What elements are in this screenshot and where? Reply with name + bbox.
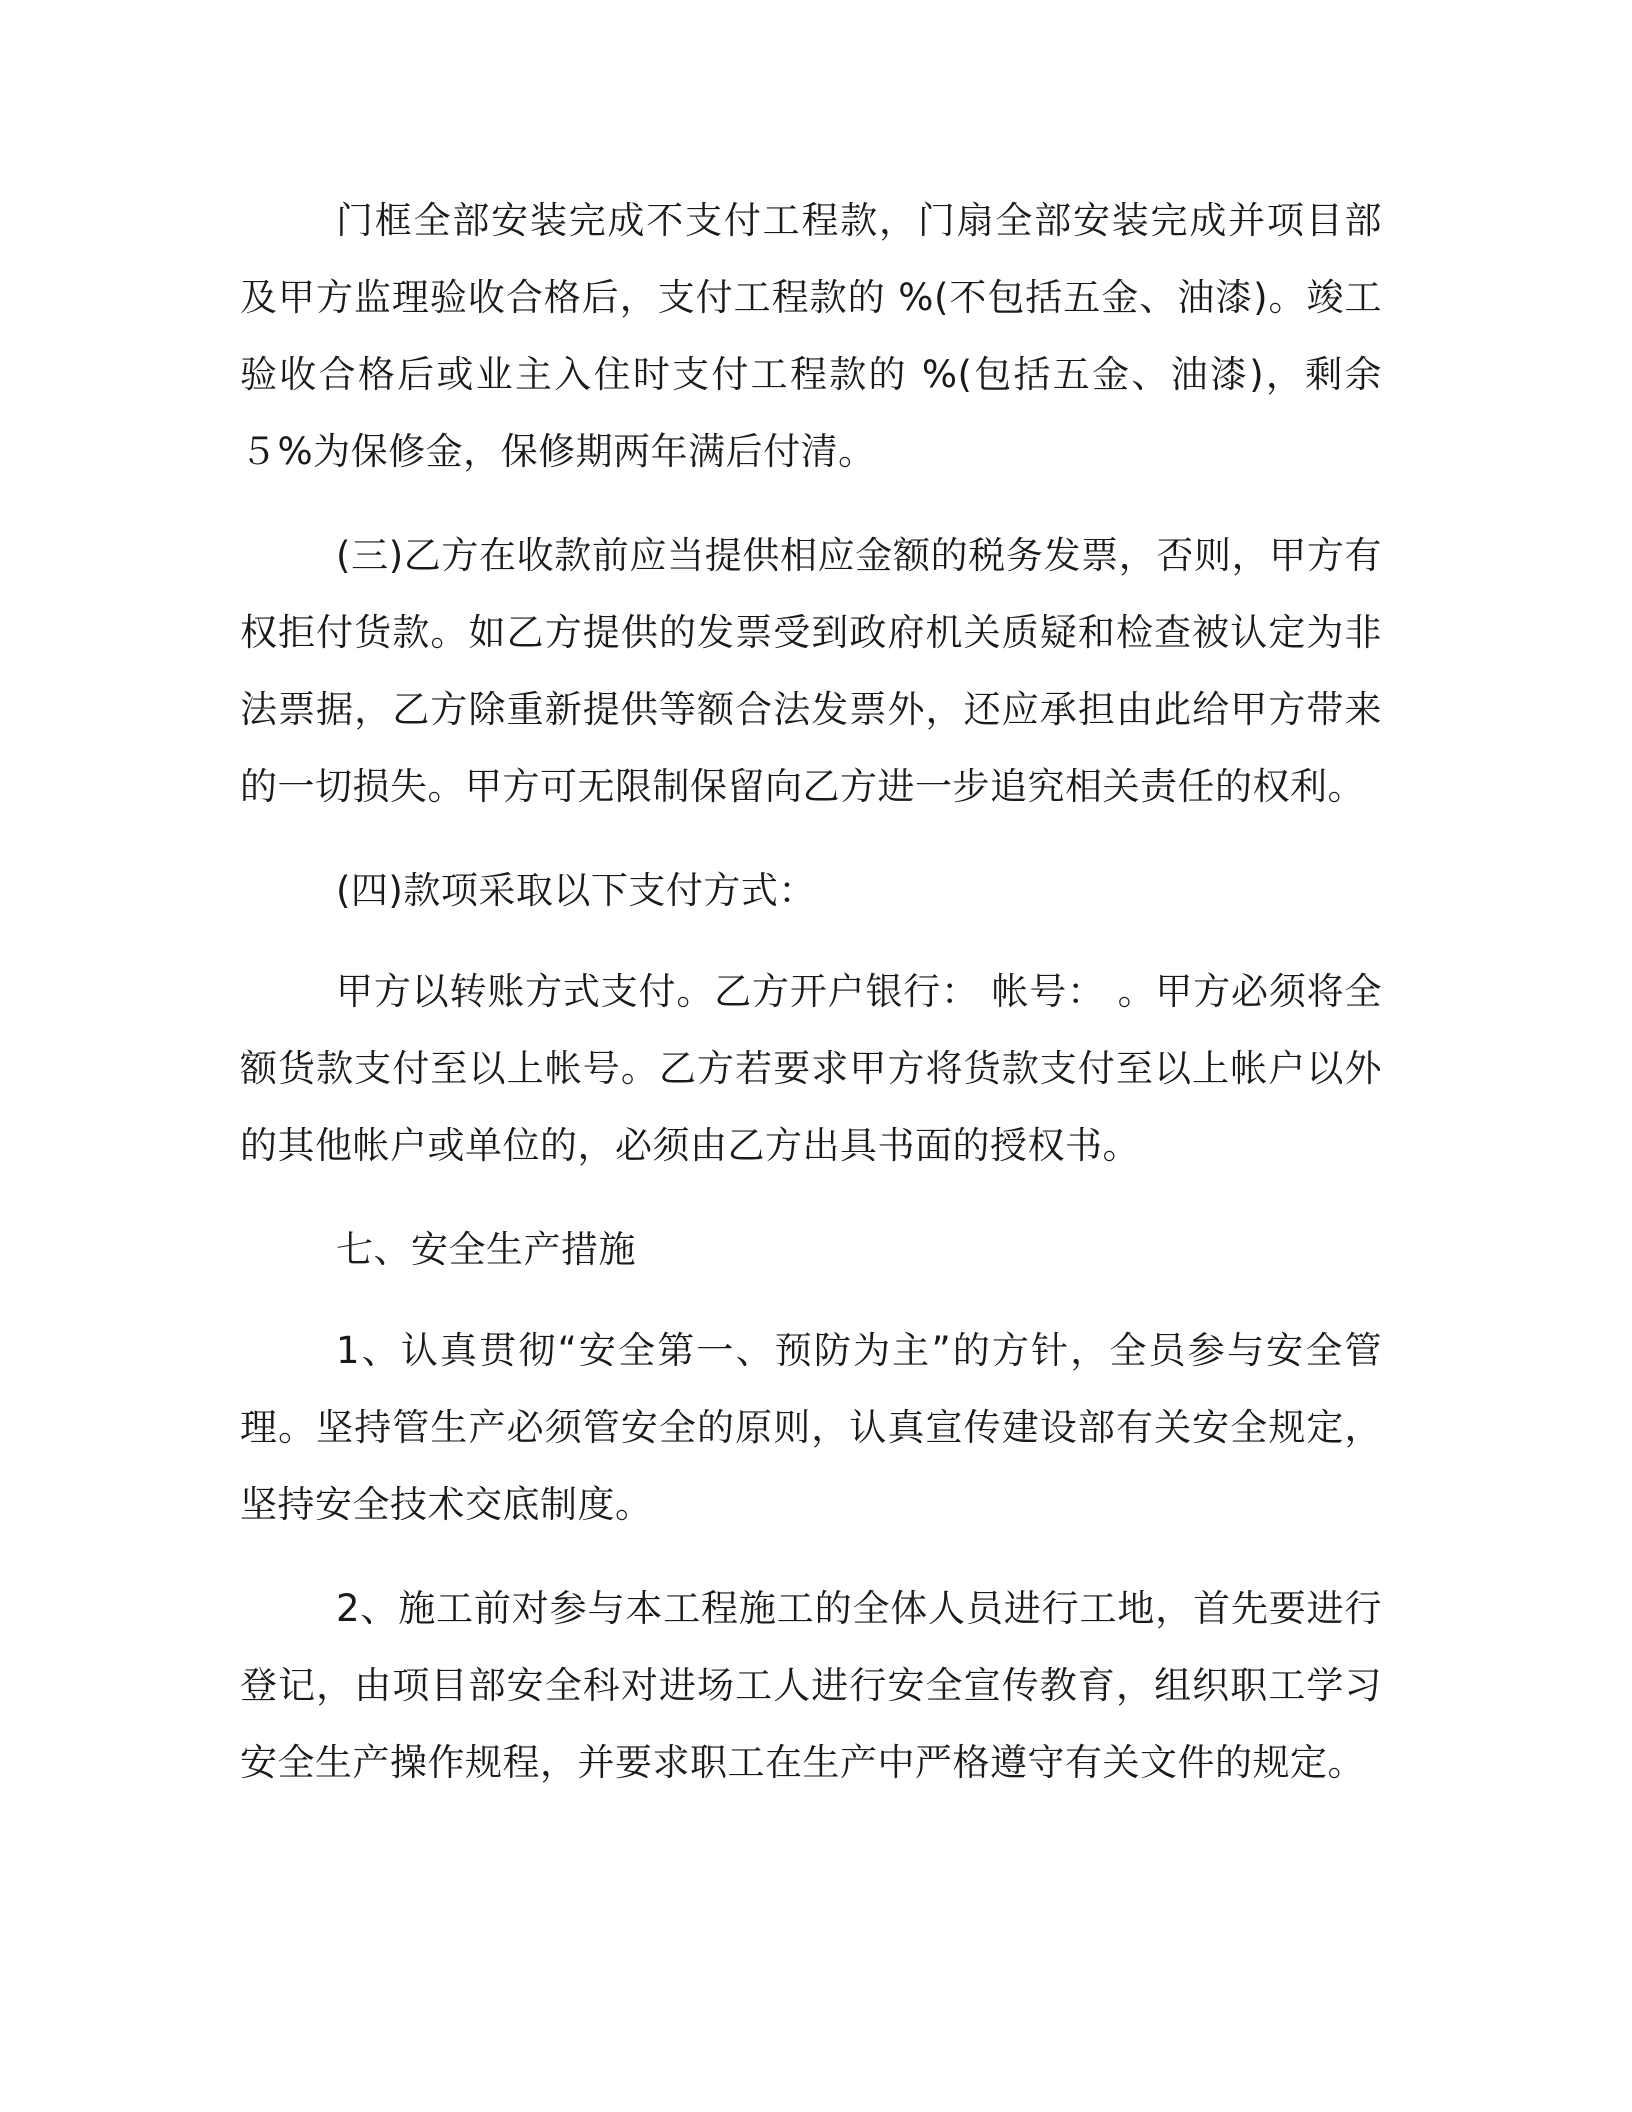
paragraph-safety-policy: 1、认真贯彻“安全第一、预防为主”的方针，全员参与安全管理。坚持管生产必须管安全的原则，认真宣传建设部有关安全规定，坚持安全技术交底制度。 [240, 1329, 1382, 1526]
paragraph-payment-terms: 门框全部安装完成不支付工程款，门扇全部安装完成并项目部及甲方监理验收合格后，支付工程款的 %(不包括五金、油漆)。竣工验收合格后或业主入住时支付工程款的 %(包括五金、油漆)，剩余５%为保修金，保修期两年满后付清。 [240, 199, 1382, 473]
paragraph-payment-method-heading: (四)款项采取以下支付方式： [336, 869, 816, 912]
paragraph-bank-transfer: 甲方以转账方式支付。乙方开户银行： 帐号： 。甲方必须将全额货款支付至以上帐号。乙方若要求甲方将货款支付至以上帐户以外的其他帐户或单位的，必须由乙方出具书面的授权书。 [240, 970, 1382, 1167]
paragraph-invoice-requirement: (三)乙方在收款前应当提供相应金额的税务发票，否则，甲方有权拒付货款。如乙方提供的发票受到政府机关质疑和检查被认定为非法票据，乙方除重新提供等额合法发票外，还应承担由此给甲方带来的一切损失。甲方可无限制保留向乙方进一步追究相关责任的权利。 [240, 534, 1382, 808]
paragraph-safety-training: 2、施工前对参与本工程施工的全体人员进行工地，首先要进行登记，由项目部安全科对进场工人进行安全宣传教育，组织职工学习安全生产操作规程，并要求职工在生产中严格遵守有关文件的规定。 [240, 1587, 1382, 1784]
document-body [240, 182, 1382, 1828]
section-heading-safety: 七、安全生产措施 [336, 1228, 636, 1271]
